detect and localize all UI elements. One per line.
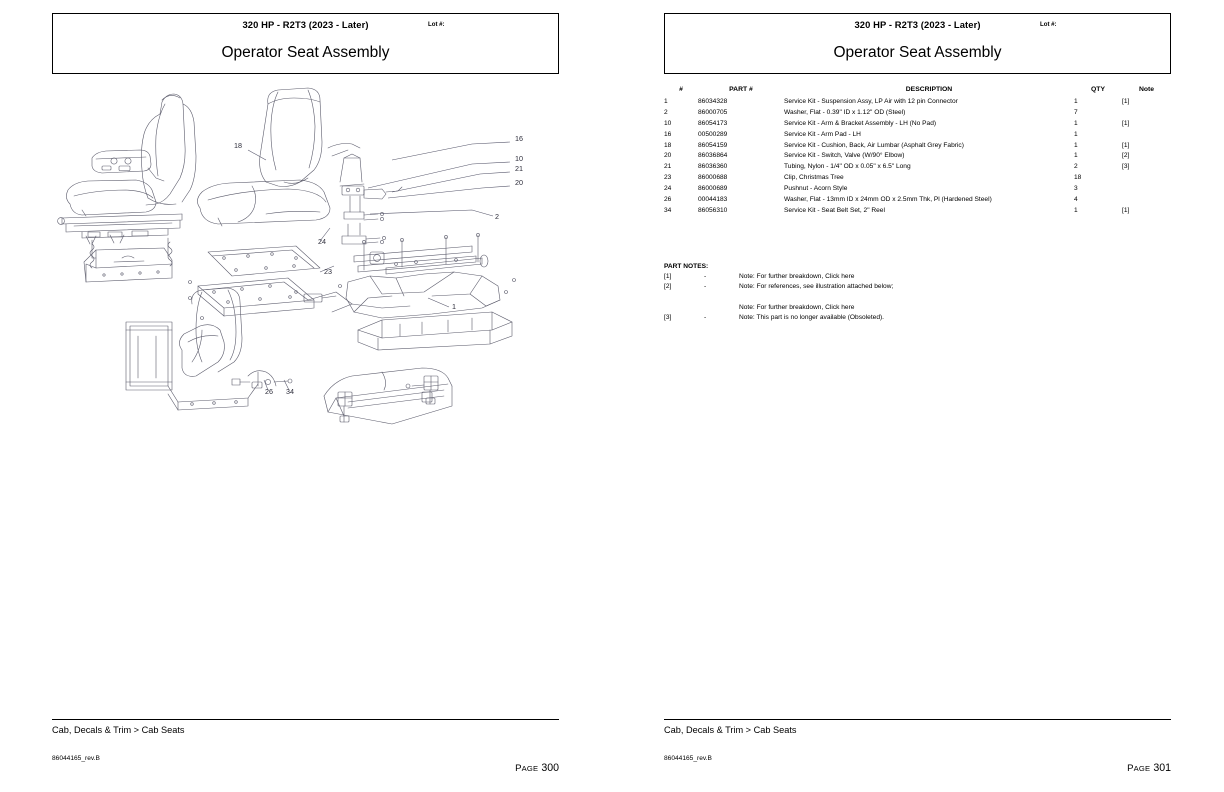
cell-index: 18 (664, 141, 672, 149)
cell-note: [3] (1122, 163, 1130, 171)
page-right (612, 0, 1224, 792)
cell-index: 1 (664, 98, 668, 106)
cell-part-number: 00044183 (698, 195, 728, 203)
part-note-dash: - (704, 314, 707, 322)
document-id-left: 86044165_rev.B (52, 755, 100, 762)
table-row[interactable] (664, 97, 1171, 108)
cell-index: 23 (664, 174, 672, 182)
cell-part-number: 86034328 (698, 98, 728, 106)
cell-index: 16 (664, 130, 672, 138)
cell-part-number: 86054159 (698, 141, 728, 149)
seat-assembly-illustration (52, 86, 559, 431)
cell-note (1122, 184, 1171, 195)
table-row[interactable] (664, 194, 1171, 205)
cell-note: [1] (1122, 206, 1130, 214)
cell-part-number: 86000688 (698, 174, 728, 182)
cell-part-number: 86036360 (698, 163, 728, 171)
callout-20: 20 (515, 178, 523, 187)
cell-note (1122, 194, 1171, 205)
cell-part-number: 86056310 (698, 206, 728, 214)
part-note-text: Note: This part is no longer available (Obsoleted). (739, 314, 885, 322)
callout-1: 1 (452, 302, 456, 311)
table-row[interactable] (664, 119, 1171, 130)
callout-labels (234, 134, 523, 396)
part-note-text: Note: For references, see illustration attached below; (739, 283, 894, 291)
cell-description: Pushnut - Acorn Style (784, 184, 848, 192)
cell-note: [1] (1122, 120, 1130, 128)
part-note-tag: [3] (664, 314, 672, 322)
callout-10: 10 (515, 154, 523, 163)
cell-qty: 1 (1074, 141, 1078, 149)
page-title: Operator Seat Assembly (221, 44, 390, 61)
callout-16: 16 (515, 134, 523, 143)
callout-18: 18 (234, 141, 242, 150)
cell-qty: 1 (1074, 152, 1078, 160)
lot-label: Lot #: (428, 21, 445, 28)
part-notes-title: PART NOTES: (664, 263, 709, 270)
suspension-mechanism (304, 233, 516, 350)
cell-qty: 7 (1074, 109, 1078, 117)
cell-description: Service Kit - Arm Pad - LH (784, 130, 861, 138)
breadcrumb-right: Cab, Decals & Trim > Cab Seats (664, 725, 797, 735)
page-word-right: PAGE (1127, 763, 1151, 774)
cell-note: [1] (1122, 98, 1130, 106)
cell-part-number: 86036864 (698, 152, 728, 160)
cell-description: Service Kit - Arm & Bracket Assembly - LH (No Pad) (784, 120, 937, 128)
column-header-note: Note (1138, 86, 1155, 93)
cell-qty: 2 (1074, 163, 1078, 171)
cell-index: 21 (664, 163, 672, 171)
cell-description: Washer, Flat - 0.39" ID x 1.12" OD (Steel) (784, 109, 906, 117)
table-row[interactable] (664, 140, 1171, 151)
footer-divider-right (664, 719, 1171, 720)
title-block-left (52, 13, 559, 74)
lot-label: Lot #: (1040, 21, 1057, 28)
column-header-index: # (679, 86, 683, 93)
table-row[interactable] (664, 129, 1171, 140)
column-header-description: DESCRIPTION (905, 86, 953, 93)
page-title: Operator Seat Assembly (833, 44, 1002, 61)
cell-qty: 3 (1074, 184, 1078, 192)
page-number-left (515, 762, 559, 774)
parts-table-element (664, 86, 1171, 216)
table-row[interactable] (664, 151, 1171, 162)
part-note-entry-3 (664, 314, 1171, 323)
page-number-value-left: 300 (541, 762, 559, 774)
seat-belt-assembly (324, 368, 452, 424)
cell-note: [1] (1122, 141, 1130, 149)
exploded-plates (189, 246, 321, 320)
document-id-right: 86044165_rev.B (664, 755, 712, 762)
column-header-part: PART # (729, 86, 753, 93)
callout-2: 2 (495, 212, 499, 221)
seat-side-view (58, 94, 196, 282)
parts-table (664, 86, 1171, 216)
part-note-dash: - (704, 283, 707, 291)
cell-index: 2 (664, 109, 668, 117)
cell-qty: 1 (1074, 98, 1078, 106)
footer-divider-left (52, 719, 559, 720)
cell-note: [2] (1122, 152, 1130, 160)
title-block-right (664, 13, 1171, 74)
breadcrumb-left: Cab, Decals & Trim > Cab Seats (52, 725, 185, 735)
model-header: 320 HP - R2T3 (2023 - Later) (854, 19, 981, 30)
model-header: 320 HP - R2T3 (2023 - Later) (242, 19, 369, 30)
cell-qty: 18 (1074, 174, 1082, 182)
part-note-text[interactable]: Note: For further breakdown, Click here (739, 273, 855, 280)
callout-21: 21 (515, 164, 523, 173)
seat-cushion-group (197, 88, 402, 244)
part-note-tag: [2] (664, 283, 672, 291)
callout-34: 34 (286, 387, 294, 396)
part-notes-section (664, 263, 1171, 324)
cell-note (1122, 129, 1171, 140)
cell-description: Service Kit - Switch, Valve (W/90° Elbow) (784, 152, 905, 160)
cell-qty: 1 (1074, 130, 1078, 138)
page-number-value-right: 301 (1153, 762, 1171, 774)
page-number-right (1127, 762, 1171, 774)
part-note-continuation[interactable]: Note: For further breakdown, Click here (739, 303, 855, 311)
table-header-row (664, 86, 1171, 97)
table-row[interactable] (664, 173, 1171, 184)
cell-part-number: 00500289 (698, 130, 728, 138)
callout-26: 26 (265, 387, 273, 396)
callout-23: 23 (324, 267, 332, 276)
cell-qty: 1 (1074, 206, 1078, 214)
cell-description: Washer, Flat - 13mm ID x 24mm OD x 2.5mm Thk, Pl (Hardened Steel) (784, 195, 992, 203)
cell-index: 10 (664, 120, 672, 128)
cell-description: Clip, Christmas Tree (784, 174, 844, 182)
table-row[interactable] (664, 184, 1171, 195)
cell-part-number: 86000705 (698, 109, 728, 117)
cell-note (1122, 108, 1171, 119)
cell-index: 26 (664, 195, 672, 203)
cell-description: Service Kit - Suspension Assy, LP Air with 12 pin Connector (784, 98, 958, 106)
cell-qty: 1 (1074, 120, 1078, 128)
part-note-dash: - (704, 273, 707, 280)
part-note-tag: [1] (664, 273, 672, 280)
parts-table-body (664, 97, 1171, 216)
page-word-left: PAGE (515, 763, 539, 774)
table-row[interactable] (664, 205, 1171, 216)
cell-description: Tubing, Nylon - 1/4" OD x 0.05" x 6.5" Long (784, 163, 911, 171)
column-header-qty: QTY (1091, 86, 1105, 93)
cell-description: Service Kit - Seat Belt Set, 2" Reel (784, 206, 885, 214)
table-row[interactable] (664, 108, 1171, 119)
callout-24: 24 (318, 237, 326, 246)
cell-part-number: 86000689 (698, 184, 728, 192)
cell-description: Service Kit - Cushion, Back, Air Lumbar (Asphalt Grey Fabric) (784, 141, 964, 149)
cell-index: 34 (664, 206, 672, 214)
cell-part-number: 86054173 (698, 120, 728, 128)
cell-qty: 4 (1074, 195, 1078, 203)
cell-note (1122, 173, 1171, 184)
part-note-entry-1 (664, 273, 1171, 282)
cell-index: 24 (664, 184, 672, 192)
table-row[interactable] (664, 162, 1171, 173)
part-note-entry-2 (664, 283, 1171, 292)
cell-index: 20 (664, 152, 672, 160)
